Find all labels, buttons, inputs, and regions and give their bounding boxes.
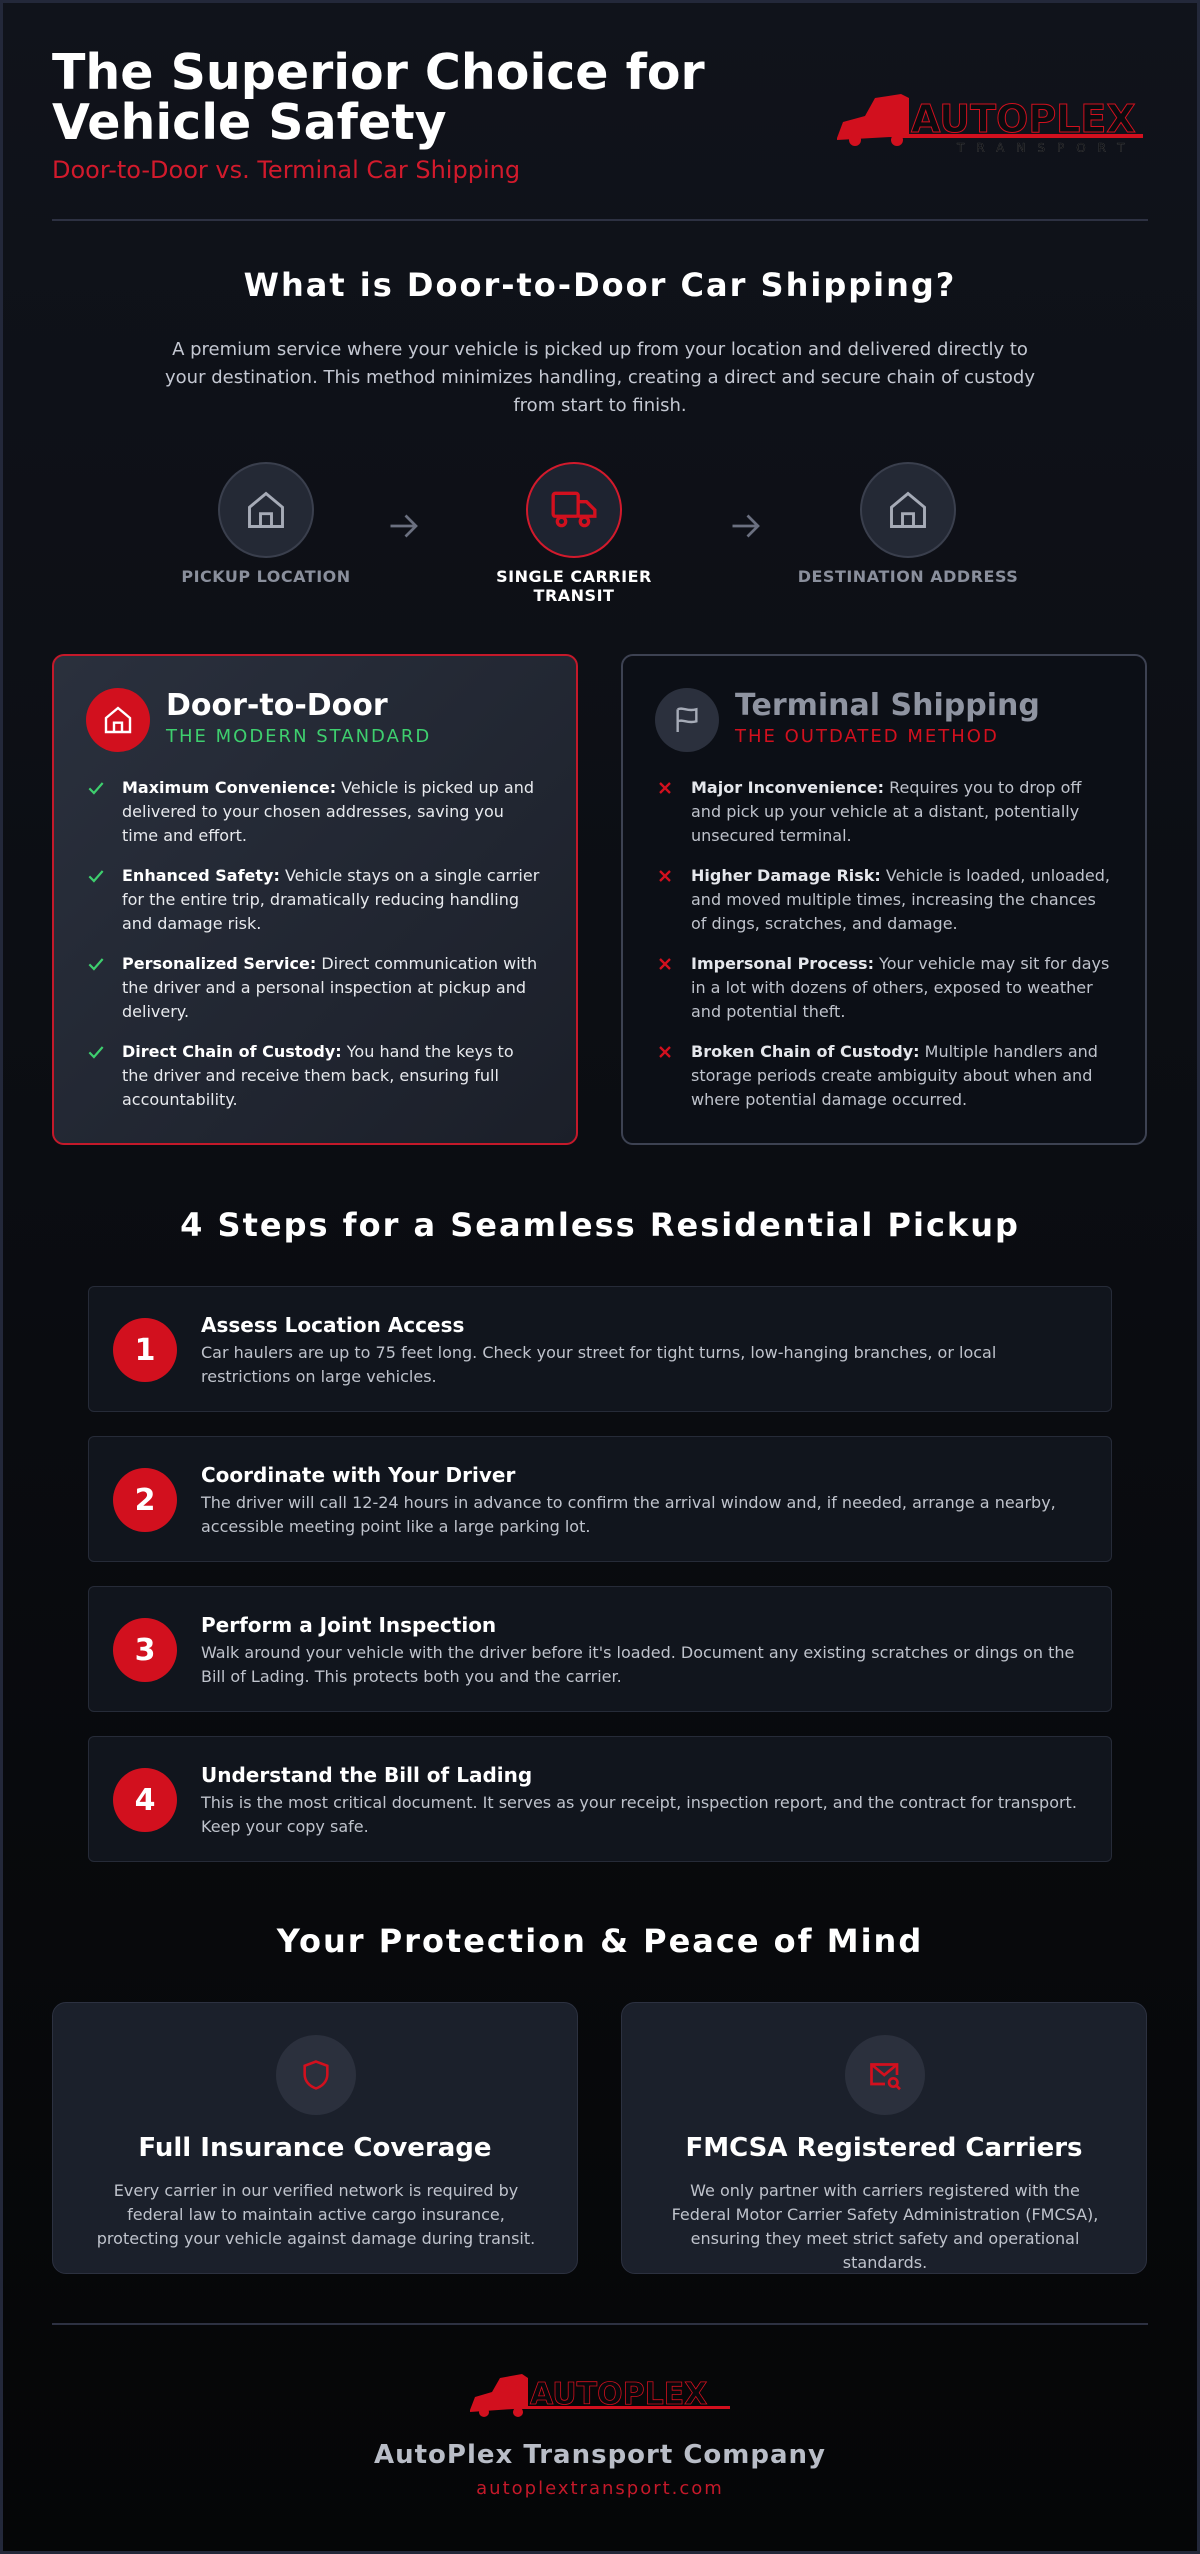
- fmcsa-description: We only partner with carriers registered with the Federal Motor Carrier Safety Administration (FMCSA), ensuring they meet strict safety and operational standards.: [671, 2181, 1099, 2272]
- fmcsa-title: FMCSA Registered Carriers: [685, 2133, 1083, 2163]
- step-title: Assess Location Access: [201, 1313, 465, 1337]
- door-to-door-tag: THE MODERN STANDARD: [166, 726, 432, 747]
- truck-icon: [549, 485, 599, 535]
- terminal-shipping-card: [621, 654, 1147, 1145]
- logo-wordmark: AUTOPLEX: [911, 97, 1136, 141]
- footer-logo-wordmark: AUTOPLEX: [530, 2377, 708, 2412]
- check-icon: [86, 866, 106, 886]
- x-icon: [655, 866, 675, 886]
- house-icon: [886, 488, 930, 532]
- step-title: Coordinate with Your Driver: [201, 1463, 516, 1487]
- insurance-description: Every carrier in our verified network is required by federal law to maintain active cargo insurance, protecting your vehicle against damage during transit.: [96, 2181, 536, 2248]
- footer-website-link[interactable]: autoplextransport.com: [476, 2478, 724, 2499]
- logo-subtext: TRANSPORT: [957, 141, 1137, 152]
- footer-company-name: AutoPlex Transport Company: [373, 2440, 826, 2470]
- benefit-text: Vehicle stays on a single carrier for the entire trip, dramatically reducing handling and damage risk.: [122, 866, 540, 933]
- drawback-label: Broken Chain of Custody:: [691, 1042, 920, 1061]
- door-to-door-card: [52, 654, 578, 1145]
- step-number: 3: [113, 1618, 177, 1682]
- flow-transit-node: [526, 462, 622, 558]
- benefit-label: Personalized Service:: [122, 954, 317, 973]
- step-description: This is the most critical document. It serves as your receipt, inspection report, and the contract for transport. Keep your copy safe.: [201, 1793, 1077, 1836]
- insurance-title: Full Insurance Coverage: [138, 2133, 492, 2163]
- check-icon: [86, 1042, 106, 1062]
- step-title: Perform a Joint Inspection: [201, 1613, 497, 1637]
- header-divider: [52, 219, 1148, 221]
- check-icon: [86, 954, 106, 974]
- drawback-text: Your vehicle may sit for days in a lot with dozens of others, exposed to weather and potential theft.: [691, 954, 1110, 1021]
- insurance-card: [52, 2002, 578, 2274]
- shield-icon: [299, 2058, 333, 2092]
- house-icon: [102, 704, 134, 736]
- drawback-text: Vehicle is loaded, unloaded, and moved multiple times, increasing the chances of dings, scratches, and damage.: [691, 866, 1111, 933]
- step-title: Understand the Bill of Lading: [201, 1763, 533, 1787]
- step-card: [88, 1436, 1112, 1562]
- mail-search-icon: [867, 2057, 903, 2093]
- flow-label-pickup: PICKUP LOCATION: [181, 567, 351, 586]
- flow-pickup-node: [218, 462, 314, 558]
- benefit-text: Direct communication with the driver and a personal inspection at pickup and delivery.: [122, 954, 538, 1021]
- what-is-heading: What is Door-to-Door Car Shipping?: [243, 266, 957, 304]
- benefit-label: Direct Chain of Custody:: [122, 1042, 342, 1061]
- page-title: The Superior Choice for Vehicle Safety: [52, 44, 705, 151]
- benefit-label: Maximum Convenience:: [122, 778, 337, 797]
- arrow-right-icon: [386, 508, 422, 544]
- step-card: [88, 1736, 1112, 1862]
- benefit-label: Enhanced Safety:: [122, 866, 280, 885]
- step-number: 4: [113, 1768, 177, 1832]
- footer-logo: [468, 2370, 732, 2420]
- step-card: [88, 1586, 1112, 1712]
- x-icon: [655, 1042, 675, 1062]
- door-to-door-badge: [86, 688, 150, 752]
- terminal-title: Terminal Shipping: [735, 688, 1040, 723]
- x-icon: [655, 778, 675, 798]
- flow-label-destination: DESTINATION ADDRESS: [797, 567, 1019, 586]
- step-description: Walk around your vehicle with the driver before it's loaded. Document any existing scratches or dings on the Bill of Lading. This protects both you and the carrier.: [201, 1643, 1075, 1686]
- step-card: [88, 1286, 1112, 1412]
- drawback-label: Higher Damage Risk:: [691, 866, 881, 885]
- steps-heading: 4 Steps for a Seamless Residential Pickup: [180, 1206, 1020, 1244]
- drawback-label: Major Inconvenience:: [691, 778, 884, 797]
- footer-divider: [52, 2323, 1148, 2325]
- drawback-text: Requires you to drop off and pick up your vehicle at a distant, potentially unsecured terminal.: [691, 778, 1082, 845]
- step-number: 2: [113, 1468, 177, 1532]
- flow-label-transit: SINGLE CARRIER TRANSIT: [496, 567, 652, 605]
- arrow-right-icon: [728, 508, 764, 544]
- door-to-door-title: Door-to-Door: [166, 688, 388, 723]
- terminal-badge: [655, 688, 719, 752]
- insurance-icon-badge: [276, 2035, 356, 2115]
- benefit-text: Vehicle is picked up and delivered to your chosen addresses, saving you time and effort.: [122, 778, 535, 845]
- step-description: Car haulers are up to 75 feet long. Check your street for tight turns, low-hanging branches, or local restrictions on large vehicles.: [201, 1343, 997, 1386]
- fmcsa-icon-badge: [845, 2035, 925, 2115]
- x-icon: [655, 954, 675, 974]
- house-icon: [244, 488, 288, 532]
- step-description: The driver will call 12-24 hours in advance to confirm the arrival window and, if needed, arrange a nearby, accessible meeting point like a large parking lot.: [201, 1493, 1056, 1536]
- step-number: 1: [113, 1318, 177, 1382]
- check-icon: [86, 778, 106, 798]
- fmcsa-card: [621, 2002, 1147, 2274]
- drawback-text: Multiple handlers and storage periods create ambiguity about when and where potential damage occurred.: [691, 1042, 1098, 1109]
- flow-destination-node: [860, 462, 956, 558]
- autoplex-logo: [835, 88, 1145, 152]
- terminal-tag: THE OUTDATED METHOD: [735, 726, 999, 747]
- page-subtitle: Door-to-Door vs. Terminal Car Shipping: [52, 156, 521, 184]
- what-is-description: A premium service where your vehicle is picked up from your location and delivered directly to your destination. This method minimizes handling, creating a direct and secure chain of custody from start to finish.: [165, 339, 1035, 416]
- drawback-label: Impersonal Process:: [691, 954, 874, 973]
- protection-heading: Your Protection & Peace of Mind: [276, 1922, 924, 1960]
- benefit-text: You hand the keys to the driver and receive them back, ensuring full accountability.: [122, 1042, 514, 1109]
- flag-icon: [671, 704, 703, 736]
